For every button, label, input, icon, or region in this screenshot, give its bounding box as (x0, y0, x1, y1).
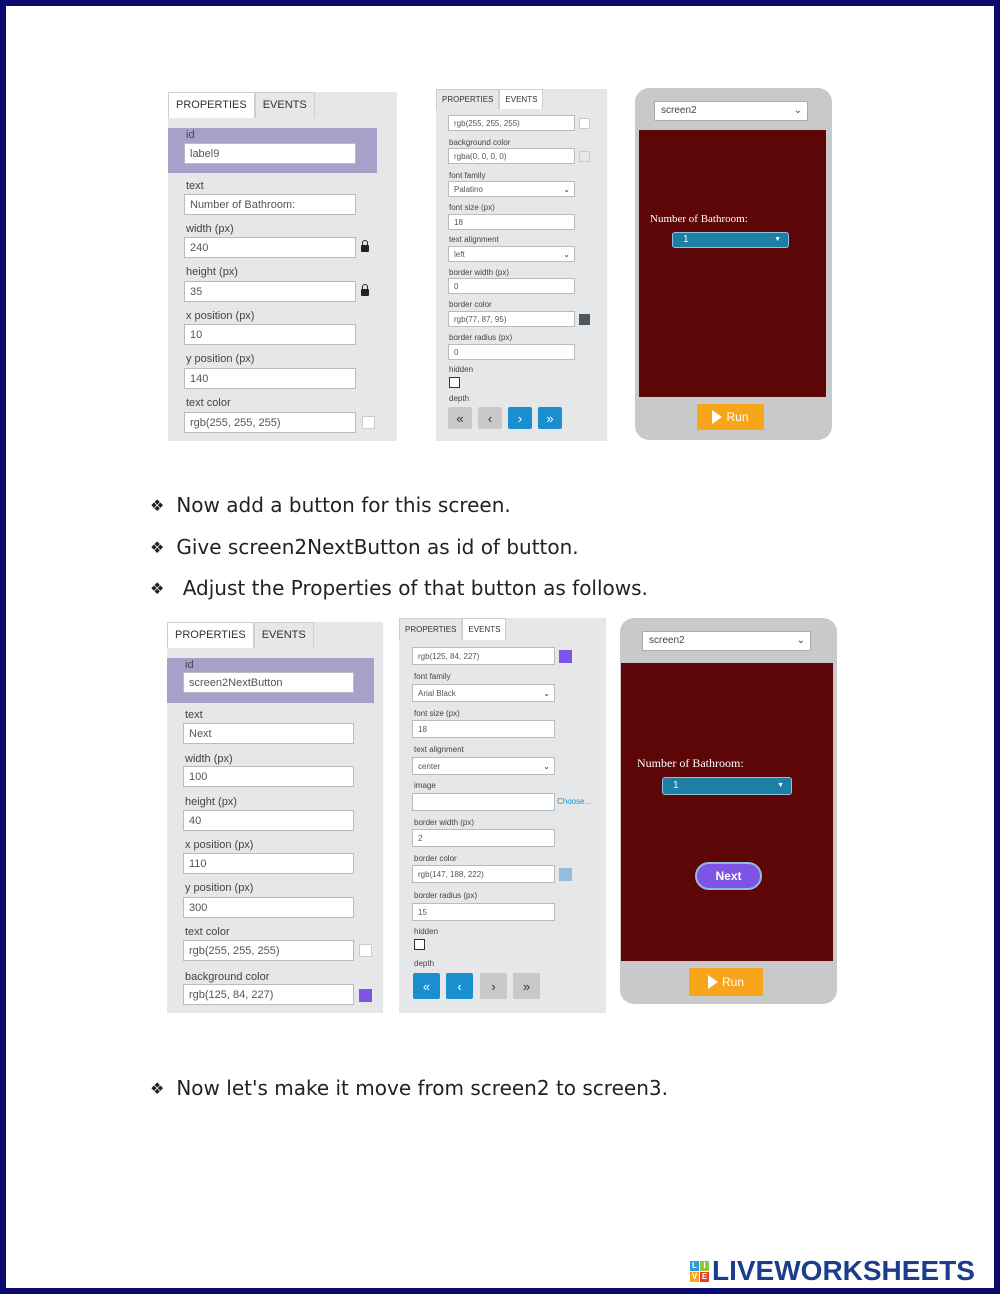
fig1-phone-preview (635, 88, 832, 440)
tab-properties[interactable]: PROPERTIES (436, 89, 499, 109)
font-size-label: font size (px) (449, 203, 495, 212)
fig2-phone-preview (620, 618, 837, 1004)
width-label: width (px) (185, 753, 233, 765)
height-label: height (px) (185, 796, 237, 808)
bring-to-front-button[interactable]: » (538, 407, 562, 429)
bullet-item (150, 535, 579, 559)
color-swatch[interactable] (559, 650, 572, 663)
tab-events[interactable]: EVENTS (254, 622, 314, 648)
font-size-label: font size (px) (414, 709, 460, 718)
bring-forward-button[interactable]: › (480, 973, 507, 999)
height-label: height (px) (186, 266, 238, 278)
chevron-down-icon: ⌄ (563, 185, 570, 194)
width-input[interactable]: 100 (183, 766, 354, 787)
next-button[interactable]: Next (695, 862, 762, 890)
bullet-icon: ❖ (150, 1078, 165, 1098)
text-color-label: text color (186, 397, 231, 409)
border-width-input[interactable]: 2 (412, 829, 555, 847)
text-align-label: text alignment (414, 745, 464, 754)
liveworksheets-logo (690, 1255, 975, 1287)
id-label: id (185, 659, 194, 671)
color-swatch[interactable] (559, 868, 572, 881)
text-color-input[interactable]: rgb(255, 255, 255) (448, 115, 575, 131)
border-color-input[interactable]: rgb(77, 87, 95) (448, 311, 575, 327)
fig2-style-panel (399, 618, 606, 1013)
y-input[interactable]: 140 (184, 368, 356, 389)
text-align-value: left (454, 250, 465, 259)
send-backward-button[interactable]: ‹ (446, 973, 473, 999)
text-color-label: text color (185, 926, 230, 938)
fig2-style-tabs (399, 618, 506, 640)
color-swatch[interactable] (579, 118, 590, 129)
screen-select[interactable] (642, 631, 811, 651)
font-family-label: font family (414, 672, 451, 681)
screen-select-value: screen2 (649, 635, 685, 646)
font-family-value: Palatino (454, 185, 483, 194)
text-label: text (185, 709, 203, 721)
chevron-down-icon: ⌄ (543, 689, 550, 698)
image-label: image (414, 781, 436, 790)
height-input[interactable]: 40 (183, 810, 354, 831)
fig1-style-tabs (436, 89, 543, 109)
font-family-select[interactable] (412, 684, 555, 702)
fig1-tabs (168, 92, 315, 118)
lock-icon[interactable] (361, 245, 369, 252)
bg-color-input[interactable]: rgb(125, 84, 227) (183, 984, 354, 1005)
text-label: text (186, 180, 204, 192)
width-label: width (px) (186, 223, 234, 235)
bullet-text: Now add a button for this screen. (176, 493, 511, 517)
y-label: y position (px) (186, 353, 255, 365)
chevron-down-icon: ⌄ (563, 250, 570, 259)
text-align-value: center (418, 762, 441, 771)
bullet-item (150, 493, 511, 517)
border-color-label: border color (449, 300, 492, 309)
logo-mark (690, 1261, 709, 1282)
bullet-icon: ❖ (150, 578, 165, 598)
text-color-input[interactable]: rgb(255, 255, 255) (184, 412, 356, 433)
screen-select-value: screen2 (661, 105, 697, 116)
color-swatch[interactable] (359, 944, 372, 957)
logo-letter: I (700, 1261, 709, 1271)
y-input[interactable]: 300 (183, 897, 354, 918)
tab-events[interactable]: EVENTS (462, 618, 506, 640)
bullet-text: Give screen2NextButton as id of button. (176, 535, 579, 559)
bathroom-dropdown-value: 1 (673, 780, 679, 791)
tab-events[interactable]: EVENTS (255, 92, 315, 118)
fig1-properties-panel (168, 92, 397, 441)
hidden-label: hidden (449, 365, 474, 374)
text-align-select[interactable] (448, 246, 575, 262)
text-input[interactable]: Next (183, 723, 354, 744)
logo-letter: V (691, 1272, 698, 1281)
caret-down-icon: ▼ (774, 236, 781, 243)
font-family-select[interactable] (448, 181, 575, 197)
chevron-down-icon: ⌄ (796, 635, 805, 646)
id-label: id (186, 129, 195, 141)
text-align-select[interactable] (412, 757, 555, 775)
border-width-label: border width (px) (414, 818, 475, 827)
fig2-properties-panel (167, 622, 383, 1013)
bullet-text: Now let's make it move from screen2 to screen3. (176, 1076, 668, 1100)
bathroom-dropdown[interactable] (672, 232, 789, 248)
bg-color-label: background color (449, 138, 511, 147)
logo-wordmark: LIVEWORKSHEETS (712, 1255, 975, 1286)
border-color-label: border color (414, 854, 457, 863)
run-label: Run (726, 410, 749, 424)
hidden-checkbox[interactable] (449, 377, 460, 388)
id-input[interactable]: label9 (184, 143, 356, 164)
font-size-input[interactable]: 18 (448, 214, 575, 230)
run-button[interactable] (697, 404, 764, 430)
text-align-label: text alignment (449, 235, 499, 244)
bullet-text: Adjust the Properties of that button as follows. (176, 576, 648, 600)
bathroom-label: Number of Bathroom: (650, 213, 748, 225)
color-swatch[interactable] (579, 314, 590, 325)
tab-properties[interactable]: PROPERTIES (168, 92, 255, 118)
font-family-value: Arial Black (418, 689, 456, 698)
bg-color-input[interactable]: rgba(0, 0, 0, 0) (448, 148, 575, 164)
run-button[interactable] (689, 968, 763, 996)
image-input[interactable] (412, 793, 555, 811)
logo-letter: L (690, 1261, 699, 1271)
play-icon (712, 410, 722, 424)
height-input[interactable]: 35 (184, 281, 356, 302)
tab-properties[interactable]: PROPERTIES (399, 618, 462, 640)
border-radius-input[interactable]: 15 (412, 903, 555, 921)
run-label: Run (721, 975, 744, 989)
id-input[interactable]: screen2NextButton (183, 672, 354, 693)
send-to-back-button[interactable]: « (448, 407, 472, 429)
border-radius-input[interactable]: 0 (448, 344, 575, 360)
bullet-icon: ❖ (150, 537, 165, 557)
bathroom-dropdown[interactable] (662, 777, 792, 795)
border-radius-label: border radius (px) (414, 891, 478, 900)
x-label: x position (px) (185, 839, 254, 851)
send-backward-button[interactable]: ‹ (478, 407, 502, 429)
choose-image-link[interactable]: Choose... (557, 797, 592, 806)
fig1-style-panel (436, 89, 607, 441)
bullet-icon: ❖ (150, 495, 165, 515)
font-family-label: font family (449, 171, 486, 180)
x-label: x position (px) (186, 310, 255, 322)
bring-forward-button[interactable]: › (508, 407, 532, 429)
x-input[interactable]: 110 (183, 853, 354, 874)
color-swatch[interactable] (579, 151, 590, 162)
play-icon (708, 975, 718, 989)
bullet-item (150, 576, 648, 600)
lock-icon[interactable] (361, 289, 369, 296)
bullet-item (150, 1076, 668, 1100)
tab-properties[interactable]: PROPERTIES (167, 622, 254, 648)
text-input[interactable]: Number of Bathroom: (184, 194, 356, 215)
chevron-down-icon: ⌄ (793, 105, 802, 116)
y-label: y position (px) (185, 882, 254, 894)
screen-select[interactable] (654, 101, 808, 121)
color-swatch[interactable] (359, 989, 372, 1002)
font-size-input[interactable]: 18 (412, 720, 555, 738)
border-radius-label: border radius (px) (449, 333, 513, 342)
bathroom-label: Number of Bathroom: (637, 756, 744, 770)
border-width-input[interactable]: 0 (448, 278, 575, 294)
logo-letter: E (701, 1272, 708, 1281)
chevron-down-icon: ⌄ (543, 762, 550, 771)
x-input[interactable]: 10 (184, 324, 356, 345)
width-input[interactable]: 240 (184, 237, 356, 258)
send-to-back-button[interactable]: « (413, 973, 440, 999)
border-width-label: border width (px) (449, 268, 510, 277)
app-screen (639, 130, 826, 397)
depth-label: depth (449, 394, 470, 403)
bathroom-dropdown-value: 1 (683, 234, 689, 245)
caret-down-icon: ▼ (777, 782, 784, 789)
bg-color-input[interactable]: rgb(125, 84, 227) (412, 647, 555, 665)
hidden-checkbox[interactable] (414, 939, 425, 950)
bring-to-front-button[interactable]: » (513, 973, 540, 999)
hidden-label: hidden (414, 927, 439, 936)
depth-label: depth (414, 959, 435, 968)
border-color-input[interactable]: rgb(147, 188, 222) (412, 865, 555, 883)
fig2-tabs (167, 622, 314, 648)
app-screen (621, 663, 833, 961)
tab-events[interactable]: EVENTS (499, 89, 543, 109)
color-swatch[interactable] (362, 416, 375, 429)
text-color-input[interactable]: rgb(255, 255, 255) (183, 940, 354, 961)
bg-color-label: background color (185, 971, 270, 983)
